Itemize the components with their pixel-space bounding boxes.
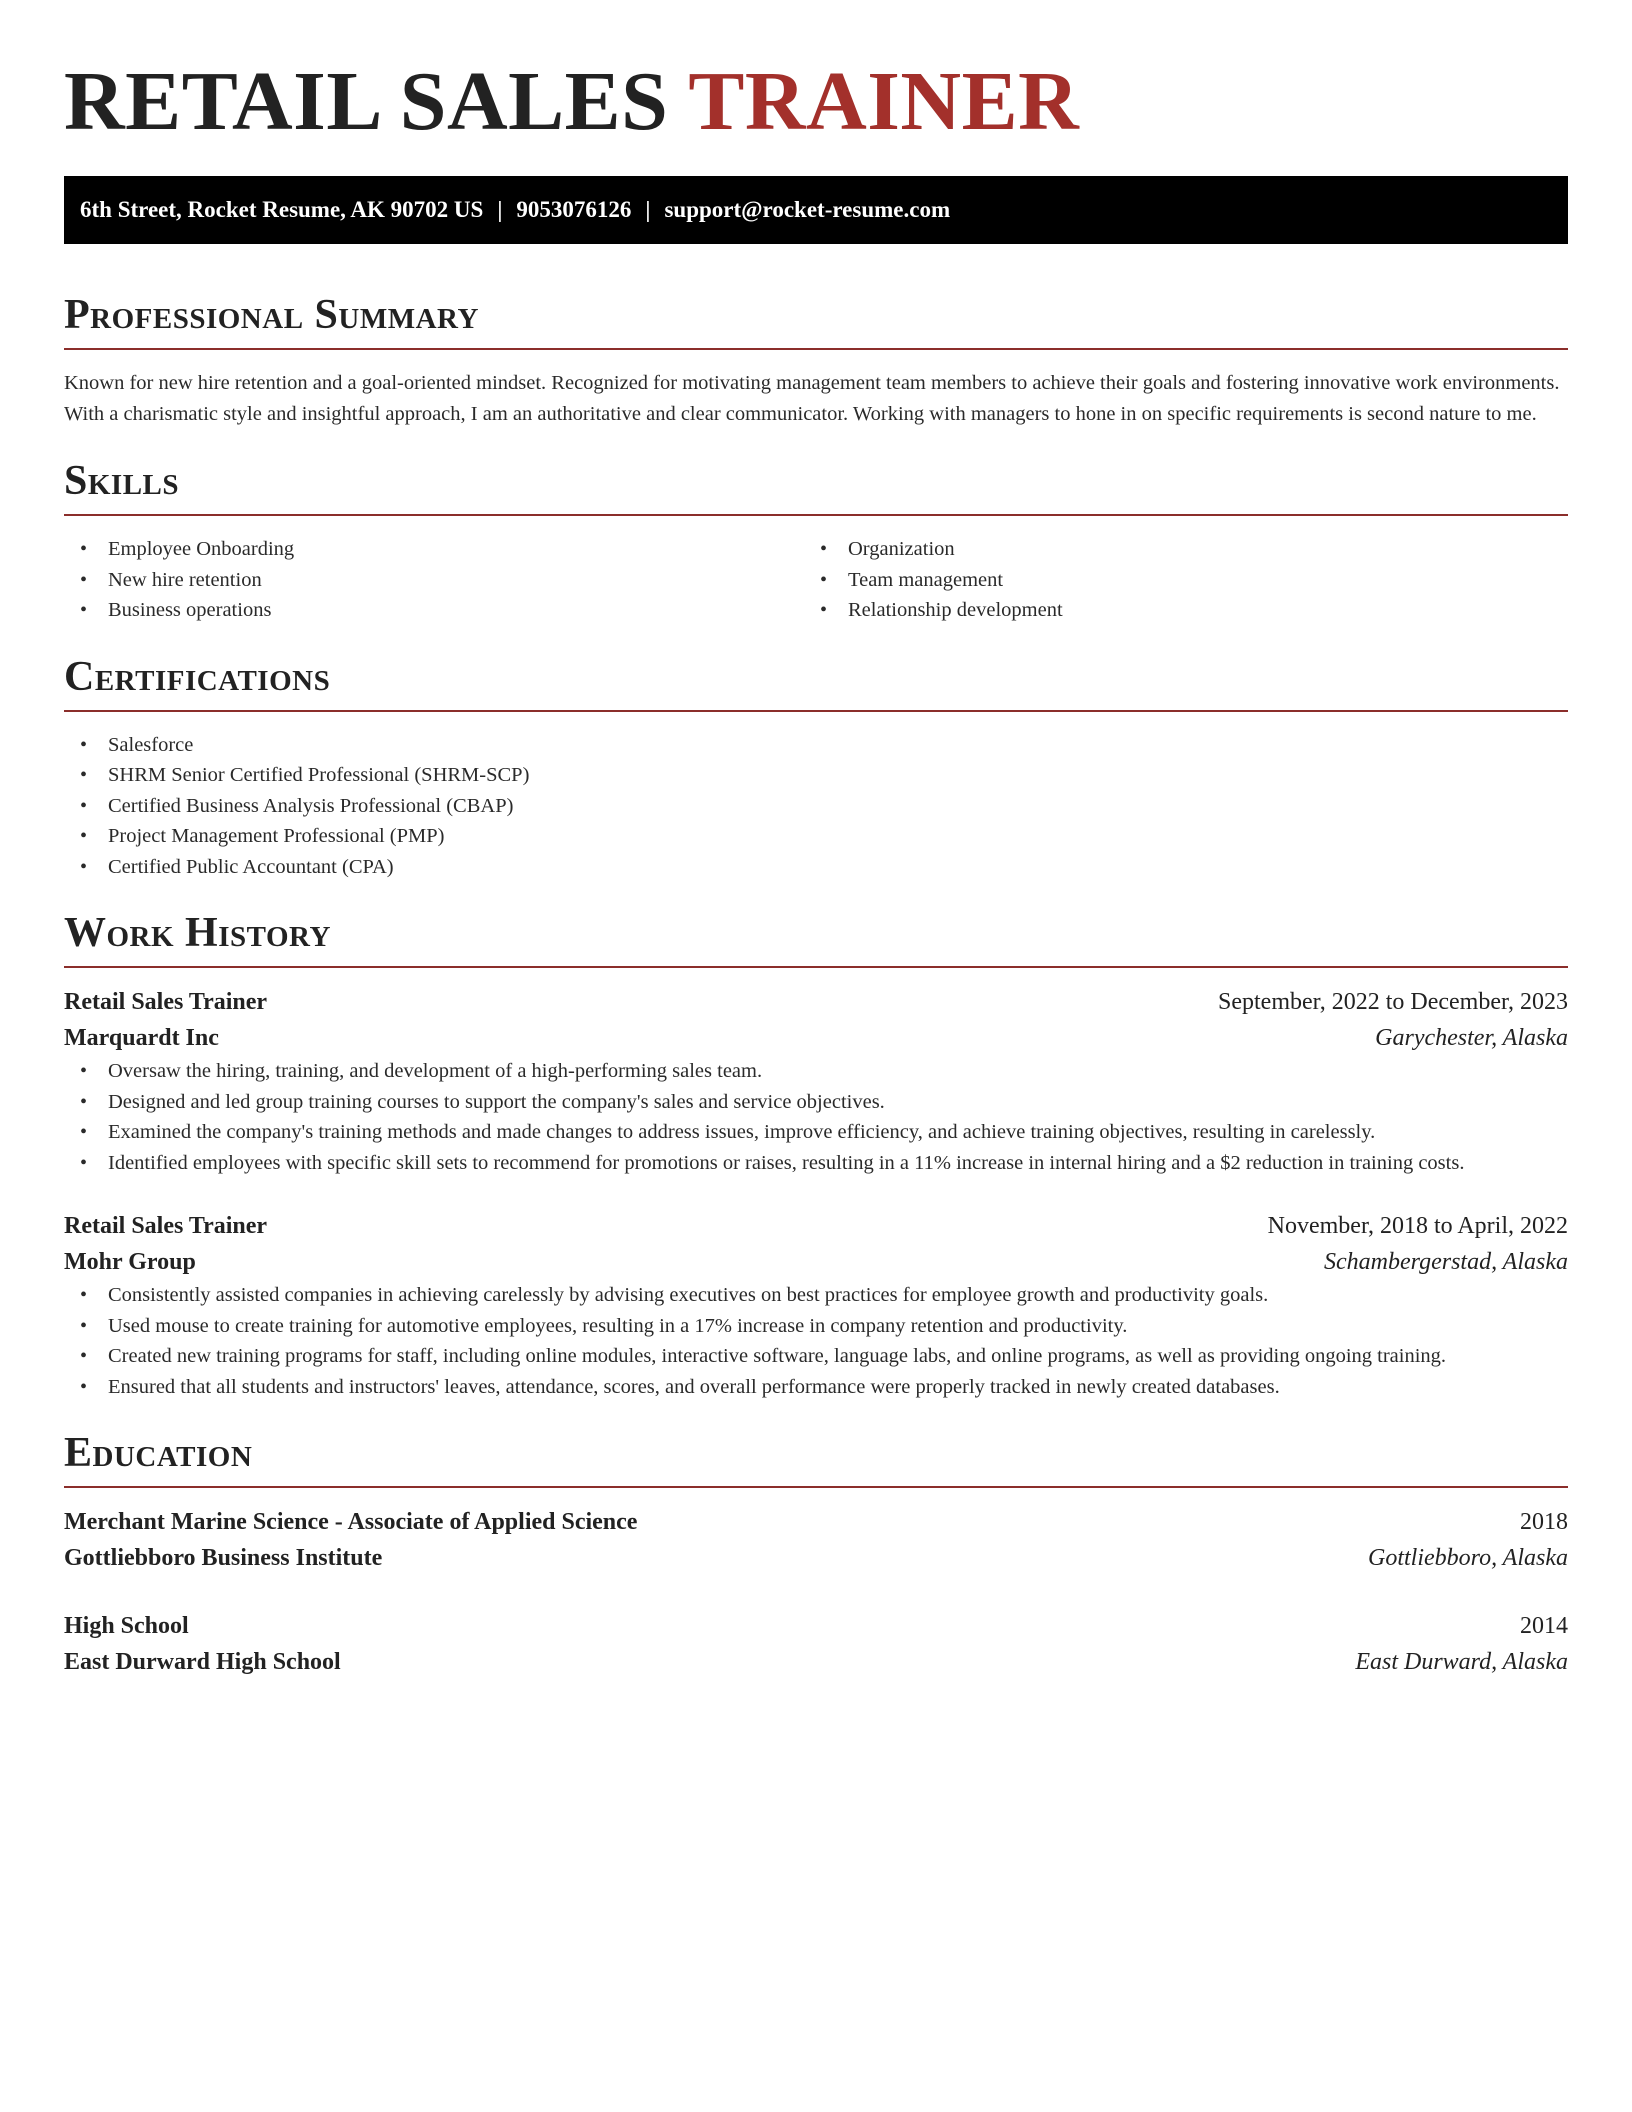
skills-list-left (64, 534, 804, 626)
skills-title: Skills (64, 458, 180, 504)
job-bullet: • Designed and led group training courses to support the company's sales and service objectives. (64, 1087, 1568, 1118)
job-entry (64, 1208, 1568, 1402)
work-history-title: Work History (64, 910, 331, 956)
certification-item: • Salesforce (64, 730, 1568, 761)
summary-title: Professional Summary (64, 292, 479, 338)
job-company: Marquardt Inc (64, 1025, 219, 1051)
job-header-row (64, 1208, 1568, 1244)
certifications-list (64, 730, 1568, 883)
job-company-row (64, 1020, 1568, 1056)
section-divider (64, 348, 1568, 350)
section-divider (64, 710, 1568, 712)
education-section (64, 1428, 1568, 1680)
work-history-section (64, 908, 1568, 1402)
job-company-row (64, 1244, 1568, 1280)
contact-email[interactable]: support@rocket-resume.com (664, 197, 951, 222)
job-entry (64, 984, 1568, 1178)
job-location: Garychester, Alaska (1375, 1025, 1568, 1051)
contact-separator: | (645, 197, 651, 222)
education-title: Education (64, 1430, 253, 1476)
summary-text: Known for new hire retention and a goal-oriented mindset. Recognized for motivating management team members to achieve their goals and fostering innovative work environments. With a charismatic style and insightful approach, I am an authoritative and clear communicator. Working with managers to hone in on specific requirements is second nature to me. (64, 372, 1560, 425)
resume-page (64, 0, 1568, 1680)
certification-item: • Project Management Professional (PMP) (64, 821, 1568, 852)
certification-item: • Certified Business Analysis Professional (CBAP) (64, 791, 1568, 822)
education-school-row (64, 1540, 1568, 1576)
skills-list-right (804, 534, 1544, 626)
contact-separator: | (497, 197, 503, 222)
certification-item: • Certified Public Accountant (CPA) (64, 852, 1568, 883)
job-dates: September, 2022 to December, 2023 (1218, 989, 1568, 1015)
education-location: Gottliebboro, Alaska (1368, 1545, 1568, 1571)
education-year: 2014 (1520, 1613, 1568, 1639)
certification-item: • SHRM Senior Certified Professional (SHRM-SCP) (64, 760, 1568, 791)
education-school: East Durward High School (64, 1649, 341, 1675)
skill-item: • Business operations (64, 595, 804, 626)
contact-phone[interactable]: 9053076126 (516, 197, 632, 222)
job-title: Retail Sales Trainer (64, 989, 268, 1015)
summary-section (64, 290, 1568, 430)
education-school-row (64, 1644, 1568, 1680)
skills-section (64, 456, 1568, 626)
education-header-row (64, 1504, 1568, 1540)
job-bullet: • Ensured that all students and instructors' leaves, attendance, scores, and overall performance were properly tracked in newly created databases. (64, 1372, 1568, 1403)
section-divider (64, 514, 1568, 516)
job-header-row (64, 984, 1568, 1020)
education-year: 2018 (1520, 1509, 1568, 1535)
certifications-section (64, 652, 1568, 883)
education-entry (64, 1608, 1568, 1680)
job-bullets (64, 1280, 1568, 1402)
section-divider (64, 966, 1568, 968)
skill-item: • Relationship development (804, 595, 1544, 626)
job-bullet: • Used mouse to create training for automotive employees, resulting in a 17% increase in company retention and productivity. (64, 1311, 1568, 1342)
job-bullet: • Consistently assisted companies in achieving carelessly by advising executives on best practices for employee growth and productivity goals. (64, 1280, 1568, 1311)
certifications-title: Certifications (64, 653, 331, 700)
job-company: Mohr Group (64, 1249, 196, 1275)
skill-item: • New hire retention (64, 565, 804, 596)
education-school: Gottliebboro Business Institute (64, 1545, 383, 1571)
education-header-row (64, 1608, 1568, 1644)
job-bullet: • Oversaw the hiring, training, and development of a high-performing sales team. (64, 1056, 1568, 1087)
job-bullet: • Examined the company's training methods and made changes to address issues, improve efficiency, and achieve training objectives, resulting in carelessly. (64, 1117, 1568, 1148)
skill-item: • Employee Onboarding (64, 534, 804, 565)
contact-address: 6th Street, Rocket Resume, AK 90702 US (80, 197, 484, 222)
education-degree: High School (64, 1613, 189, 1639)
job-title: Retail Sales Trainer (64, 1213, 268, 1239)
job-bullet: • Created new training programs for staff, including online modules, interactive software, language labs, and online programs, as well as providing ongoing training. (64, 1341, 1568, 1372)
name-main: RETAIL SALES (64, 55, 669, 148)
resume-name-heading (64, 0, 1568, 172)
job-location: Schambergerstad, Alaska (1324, 1249, 1568, 1275)
skill-item: • Team management (804, 565, 1544, 596)
education-degree: Merchant Marine Science - Associate of Applied Science (64, 1509, 638, 1535)
skills-columns (64, 534, 1568, 626)
education-location: East Durward, Alaska (1355, 1649, 1568, 1675)
education-entry (64, 1504, 1568, 1576)
contact-bar (64, 176, 1568, 244)
skill-item: • Organization (804, 534, 1544, 565)
job-dates: November, 2018 to April, 2022 (1267, 1213, 1568, 1239)
section-divider (64, 1486, 1568, 1488)
job-bullets (64, 1056, 1568, 1178)
job-bullet: • Identified employees with specific skill sets to recommend for promotions or raises, resulting in a 11% increase in internal hiring and a $2 reduction in training costs. (64, 1148, 1568, 1179)
name-accent: TRAINER (688, 55, 1080, 148)
